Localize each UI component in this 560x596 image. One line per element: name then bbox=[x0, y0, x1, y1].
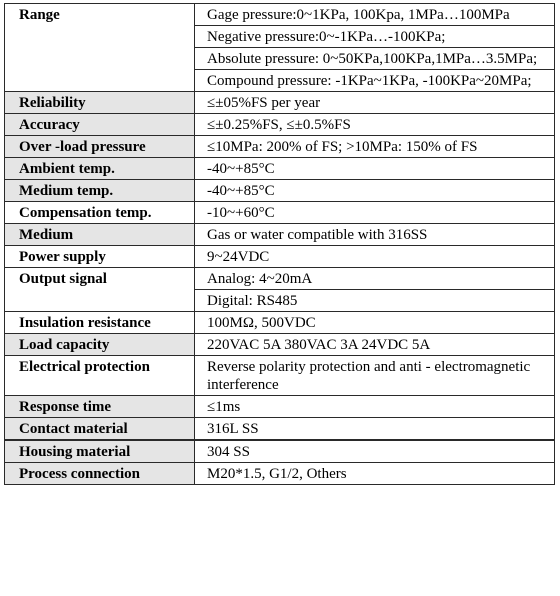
row-accuracy bbox=[5, 114, 555, 136]
row-range bbox=[5, 4, 555, 26]
label-power-supply: Power supply bbox=[5, 246, 195, 268]
value-electrical-protection: Reverse polarity protection and anti - electromagnetic interference bbox=[195, 356, 555, 396]
value-insulation-resistance: 100MΩ, 500VDC bbox=[195, 312, 555, 334]
value-range-absolute: Absolute pressure: 0~50KPa,100KPa,1MPa…3.5MPa; bbox=[195, 48, 555, 70]
row-electrical-protection bbox=[5, 356, 555, 396]
label-housing-material: Housing material bbox=[5, 440, 195, 463]
label-reliability: Reliability bbox=[5, 92, 195, 114]
label-accuracy: Accuracy bbox=[5, 114, 195, 136]
row-power-supply bbox=[5, 246, 555, 268]
row-insulation-resistance bbox=[5, 312, 555, 334]
label-output-signal: Output signal bbox=[5, 268, 195, 312]
spec-table bbox=[4, 3, 555, 485]
value-response-time: ≤1ms bbox=[195, 396, 555, 418]
row-medium-temp bbox=[5, 180, 555, 202]
row-output-signal bbox=[5, 268, 555, 290]
value-medium-temp: -40~+85°C bbox=[195, 180, 555, 202]
row-compensation-temp bbox=[5, 202, 555, 224]
row-reliability bbox=[5, 92, 555, 114]
value-range-negative: Negative pressure:0~-1KPa…-100KPa; bbox=[195, 26, 555, 48]
value-power-supply: 9~24VDC bbox=[195, 246, 555, 268]
label-compensation-temp: Compensation temp. bbox=[5, 202, 195, 224]
row-medium bbox=[5, 224, 555, 246]
label-overload-pressure: Over -load pressure bbox=[5, 136, 195, 158]
value-compensation-temp: -10~+60°C bbox=[195, 202, 555, 224]
value-housing-material: 304 SS bbox=[195, 440, 555, 463]
value-load-capacity: 220VAC 5A 380VAC 3A 24VDC 5A bbox=[195, 334, 555, 356]
value-output-analog: Analog: 4~20mA bbox=[195, 268, 555, 290]
label-insulation-resistance: Insulation resistance bbox=[5, 312, 195, 334]
label-contact-material: Contact material bbox=[5, 418, 195, 441]
label-electrical-protection: Electrical protection bbox=[5, 356, 195, 396]
row-contact-material bbox=[5, 418, 555, 441]
row-housing-material bbox=[5, 440, 555, 463]
value-accuracy: ≤±0.25%FS, ≤±0.5%FS bbox=[195, 114, 555, 136]
row-overload-pressure bbox=[5, 136, 555, 158]
label-medium: Medium bbox=[5, 224, 195, 246]
label-response-time: Response time bbox=[5, 396, 195, 418]
row-process-connection bbox=[5, 463, 555, 485]
value-reliability: ≤±05%FS per year bbox=[195, 92, 555, 114]
row-response-time bbox=[5, 396, 555, 418]
value-medium: Gas or water compatible with 316SS bbox=[195, 224, 555, 246]
value-range-gage: Gage pressure:0~1KPa, 100Kpa, 1MPa…100MPa bbox=[195, 4, 555, 26]
label-process-connection: Process connection bbox=[5, 463, 195, 485]
row-ambient-temp bbox=[5, 158, 555, 180]
label-ambient-temp: Ambient temp. bbox=[5, 158, 195, 180]
value-output-digital: Digital: RS485 bbox=[195, 290, 555, 312]
row-load-capacity bbox=[5, 334, 555, 356]
value-overload-pressure: ≤10MPa: 200% of FS; >10MPa: 150% of FS bbox=[195, 136, 555, 158]
value-ambient-temp: -40~+85°C bbox=[195, 158, 555, 180]
value-contact-material: 316L SS bbox=[195, 418, 555, 441]
spec-table-body bbox=[5, 4, 555, 485]
value-range-compound: Compound pressure: -1KPa~1KPa, -100KPa~20MPa; bbox=[195, 70, 555, 92]
label-load-capacity: Load capacity bbox=[5, 334, 195, 356]
label-medium-temp: Medium temp. bbox=[5, 180, 195, 202]
label-range: Range bbox=[5, 4, 195, 92]
value-process-connection: M20*1.5, G1/2, Others bbox=[195, 463, 555, 485]
